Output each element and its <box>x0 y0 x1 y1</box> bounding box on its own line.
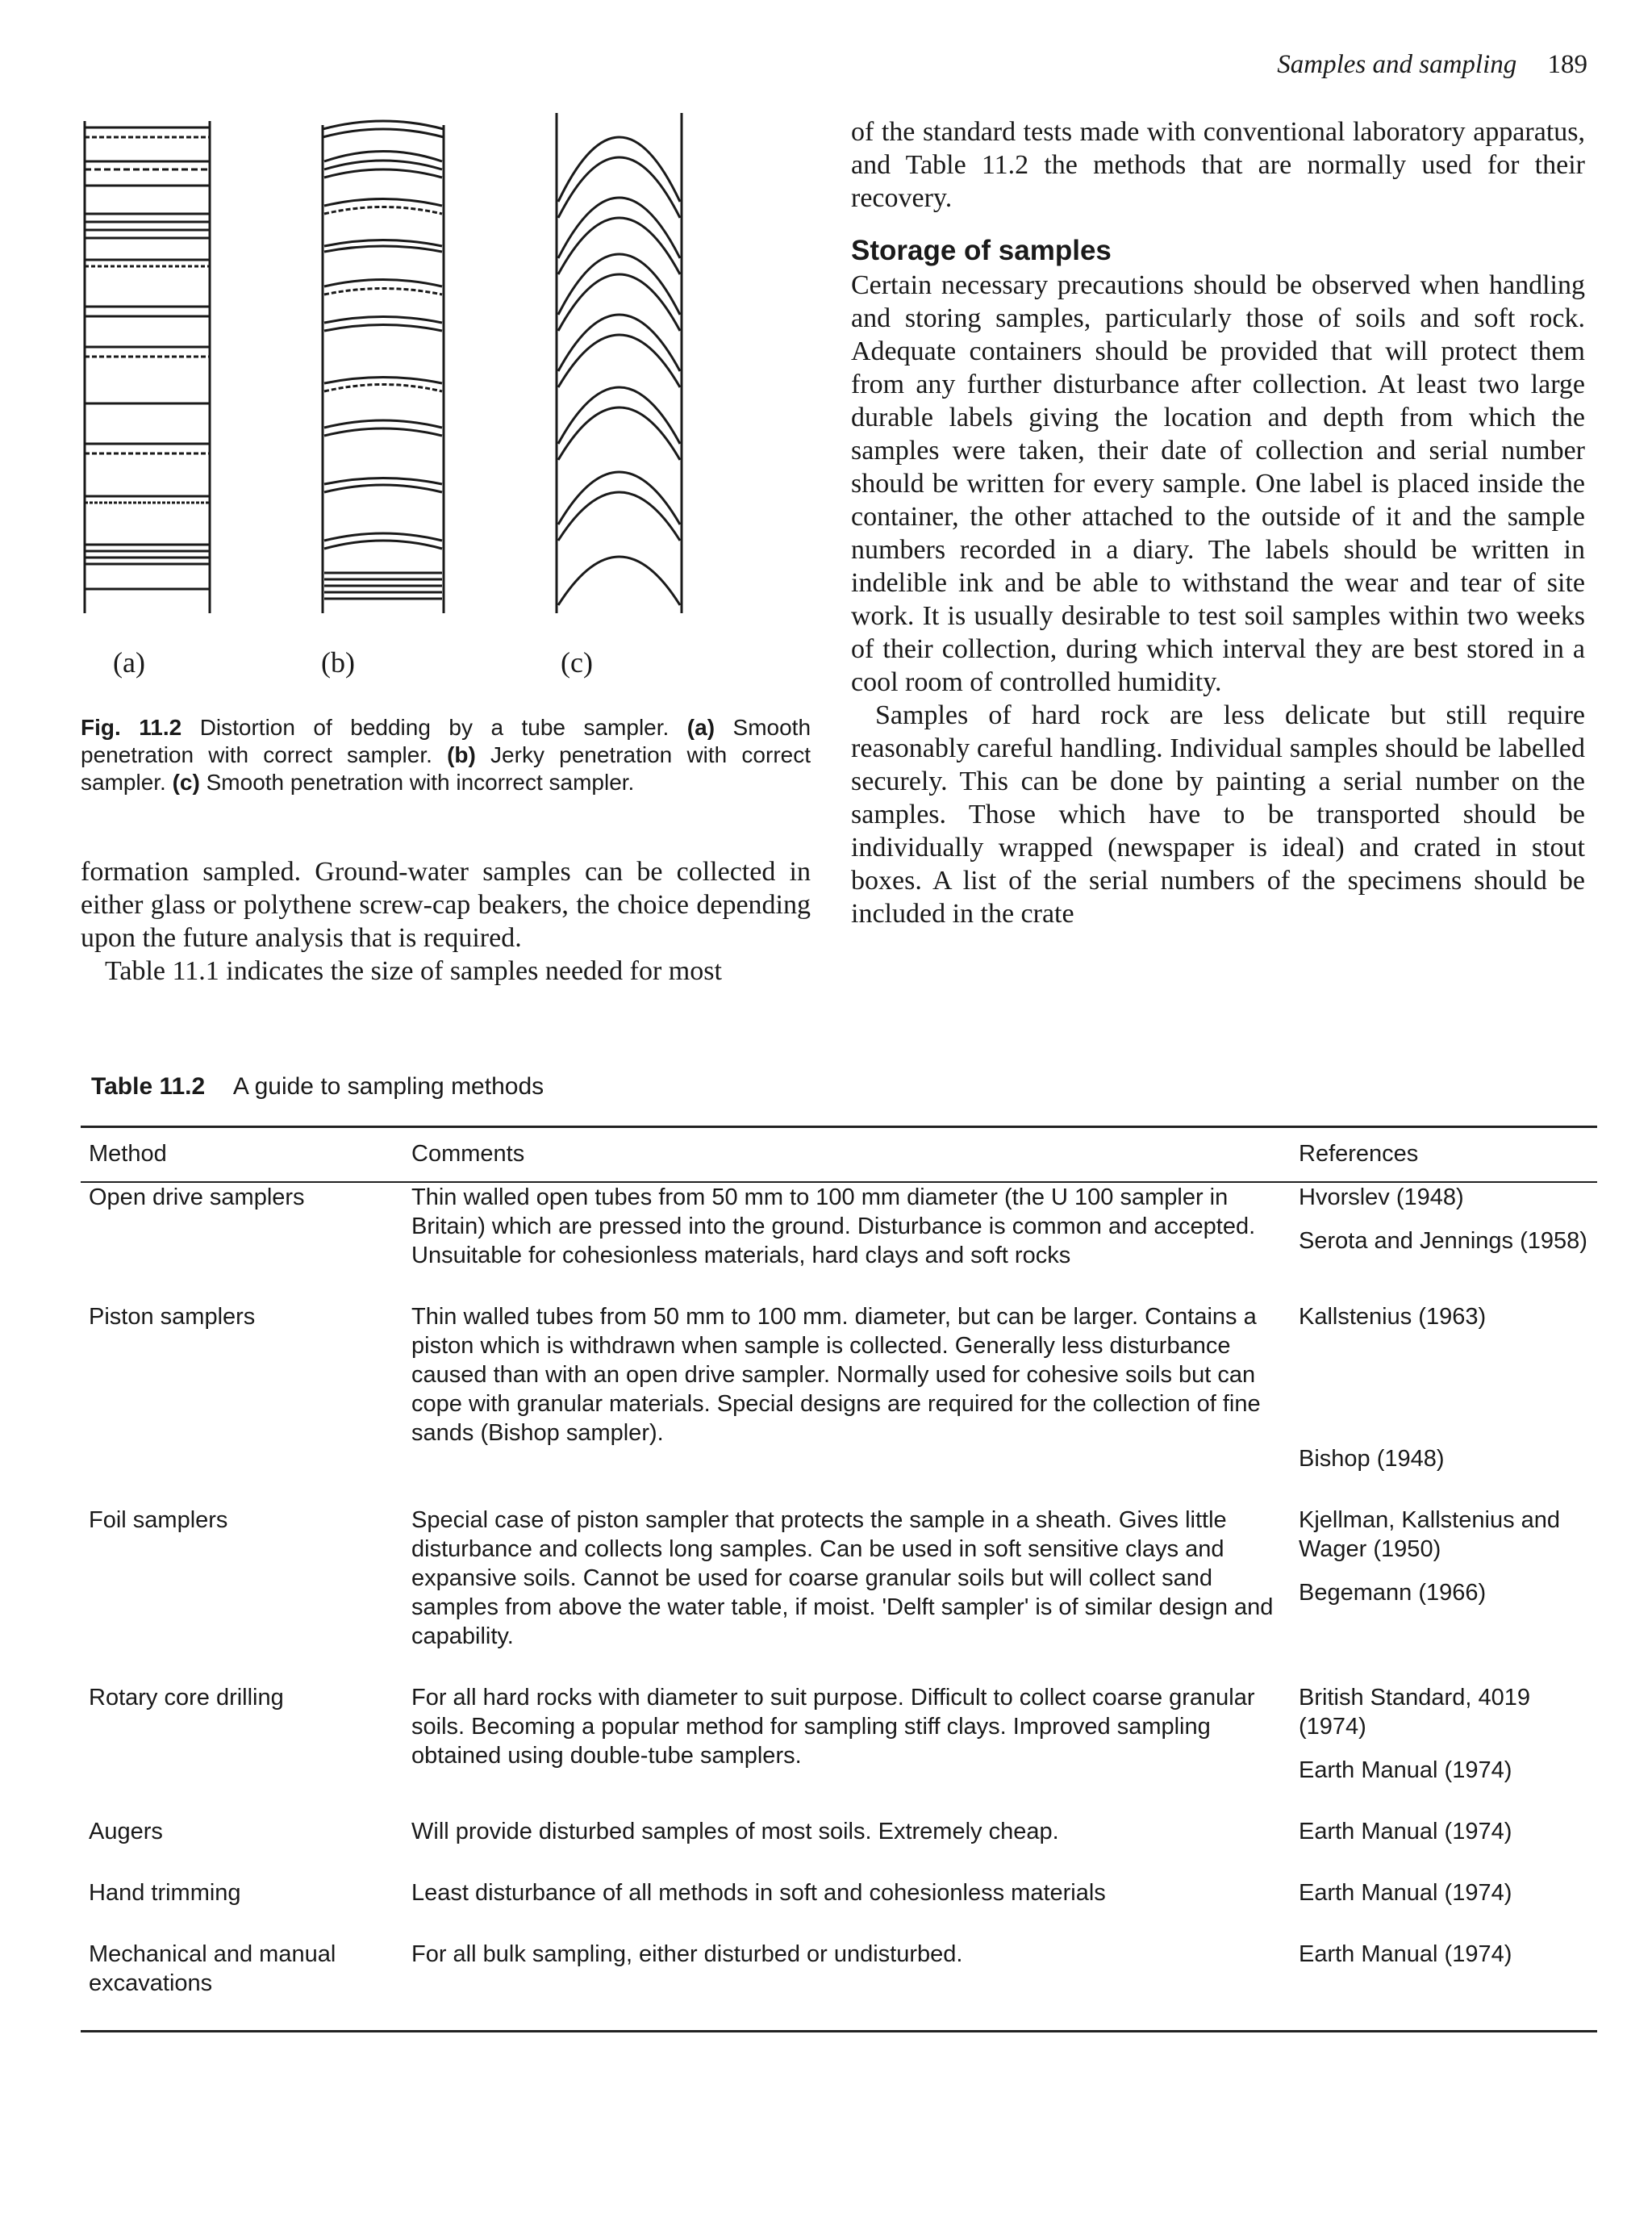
caption-key-b: (b) <box>447 742 476 767</box>
panel-c-drawing <box>557 113 682 613</box>
page-number: 189 <box>1547 50 1587 79</box>
references-cell <box>1299 1683 1597 1817</box>
references-cell <box>1299 1817 1597 1878</box>
references-cell <box>1299 1183 1597 1302</box>
table-row <box>81 1683 1597 1817</box>
comments-cell: Special case of piston sampler that protects the sample in a sheath. Gives little disturbance and collects long samples. Can be used in soft sensitive clays and expansive soils. Cannot be used for coarse granular soils but will collect sand samples from above the water table, if moist. 'Delft sampler' is of similar design and capability. <box>411 1507 1274 1649</box>
table-row <box>81 1302 1597 1506</box>
method-cell: Open drive samplers <box>89 1184 305 1210</box>
caption-part-a: Smooth penetration with correct sampler. <box>81 715 811 767</box>
table-bottom-rule <box>81 2030 1597 2032</box>
method-cell: Augers <box>89 1819 163 1844</box>
reference: British Standard, 4019 (1974) <box>1299 1685 1530 1740</box>
right-paragraph-3: Samples of hard rock are less delicate but still require reasonably careful handling. Individual samples should be labelled securely. This can be done by painting a serial number on the samples. Those which have to be transported should be individually wrapped (newspaper is ideal) and crated in stout boxes. A list of the serial numbers of the specimens should be included in the crate <box>851 700 1585 929</box>
caption-part-b: Jerky penetration with correct sampler. <box>81 742 811 795</box>
panel-b-drawing <box>323 121 444 613</box>
table-row <box>81 1940 1597 2030</box>
reference: Begemann (1966) <box>1299 1580 1487 1606</box>
reference: Kjellman, Kallstenius and Wager (1950) <box>1299 1507 1561 1562</box>
references-cell <box>1299 1302 1597 1506</box>
sampling-methods-table <box>81 1126 1597 2032</box>
table-label: Table 11.2 <box>91 1073 206 1100</box>
figure-caption <box>81 714 811 796</box>
caption-part-c: Smooth penetration with incorrect sampler. <box>206 770 635 795</box>
reference: Serota and Jennings (1958) <box>1299 1228 1587 1254</box>
right-paragraph-1: of the standard tests made with conventional laboratory apparatus, and Table 11.2 the methods that are normally used for their recovery. <box>851 117 1585 213</box>
table-row <box>81 1506 1597 1683</box>
references-cell <box>1299 1940 1597 2030</box>
running-head-title: Samples and sampling <box>1277 50 1517 79</box>
panel-a-drawing <box>85 121 210 613</box>
method-cell: Foil samplers <box>89 1507 228 1533</box>
table-row <box>81 1183 1597 1302</box>
table-row <box>81 1878 1597 1940</box>
method-cell: Hand trimming <box>89 1880 241 1906</box>
comments-cell: For all bulk sampling, either disturbed or undisturbed. <box>411 1941 963 1967</box>
figure-11-2 <box>81 105 807 686</box>
header-references: References <box>1299 1141 1419 1167</box>
comments-cell: Thin walled open tubes from 50 mm to 100 mm diameter (the U 100 sampler in Britain) which are pressed into the ground. Disturbance is common and accepted. Unsuitable for cohesionless materials, hard clays and soft rocks <box>411 1184 1256 1268</box>
running-head <box>1277 50 1587 80</box>
left-paragraph-1: formation sampled. Ground-water samples can be collected in either glass or polythene screw-cap beakers, the choice depending upon the future analysis that is required. <box>81 857 811 953</box>
comments-cell: Thin walled tubes from 50 mm to 100 mm. diameter, but can be larger. Contains a piston which is withdrawn when sample is collected. Generally less disturbance caused than with an open drive sampler. Normally used for cohesive soils but can cope with granular materials. Special designs are required for the collection of fine sands (Bishop sampler). <box>411 1304 1261 1446</box>
table-caption: A guide to sampling methods <box>232 1073 544 1100</box>
panel-label-a: (a) <box>113 646 145 679</box>
reference: Kallstenius (1963) <box>1299 1304 1487 1330</box>
header-method: Method <box>89 1141 167 1167</box>
reference: Earth Manual (1974) <box>1299 1819 1512 1844</box>
references-cell <box>1299 1878 1597 1940</box>
method-cell: Rotary core drilling <box>89 1685 284 1711</box>
caption-label: Fig. 11.2 <box>81 715 182 740</box>
comments-cell: Will provide disturbed samples of most soils. Extremely cheap. <box>411 1819 1059 1844</box>
caption-key-c: (c) <box>172 770 200 795</box>
comments-cell: Least disturbance of all methods in soft and cohesionless materials <box>411 1880 1106 1906</box>
section-heading: Storage of samples <box>851 235 1112 266</box>
comments-cell: For all hard rocks with diameter to suit purpose. Difficult to collect coarse granular soils. Becoming a popular method for sampling stiff clays. Improved sampling obtained using double-tube samplers. <box>411 1685 1255 1769</box>
left-paragraph-2: Table 11.1 indicates the size of samples needed for most <box>105 956 722 986</box>
panel-label-b: (b) <box>321 646 355 679</box>
reference: Earth Manual (1974) <box>1299 1757 1512 1783</box>
method-cell: Mechanical and manual excavations <box>89 1941 336 1996</box>
references-cell <box>1299 1506 1597 1683</box>
header-comments: Comments <box>411 1141 525 1167</box>
right-column <box>851 115 1585 930</box>
caption-text: Distortion of bedding by a tube sampler. <box>199 715 670 740</box>
right-paragraph-2: Certain necessary precautions should be observed when handling and storing samples, particularly those of soils and soft rock. Adequate containers should be provided that will protect them from any further disturbance after collection. At least two large durable labels giving the location and depth from which the samples were taken, their date of collection and serial number should be written for every sample. One label is placed inside the container, the other attached to the outside of it and the sample numbers recorded in a diary. The labels should be written in indelible ink and be able to withstand the wear and tear of site work. It is usually desirable to test soil samples within two weeks of their collection, during which interval they are best stored in a cool room of controlled humidity. <box>851 270 1585 697</box>
panel-label-c: (c) <box>561 646 593 679</box>
reference: Bishop (1948) <box>1299 1446 1445 1472</box>
table-title <box>91 1073 544 1101</box>
figure-drawing <box>81 105 807 686</box>
reference: Hvorslev (1948) <box>1299 1184 1464 1210</box>
reference: Earth Manual (1974) <box>1299 1941 1512 1967</box>
reference: Earth Manual (1974) <box>1299 1880 1512 1906</box>
caption-key-a: (a) <box>686 715 715 740</box>
table-row <box>81 1817 1597 1878</box>
method-cell: Piston samplers <box>89 1304 256 1330</box>
table-header-row <box>81 1128 1597 1181</box>
left-column <box>81 855 811 988</box>
